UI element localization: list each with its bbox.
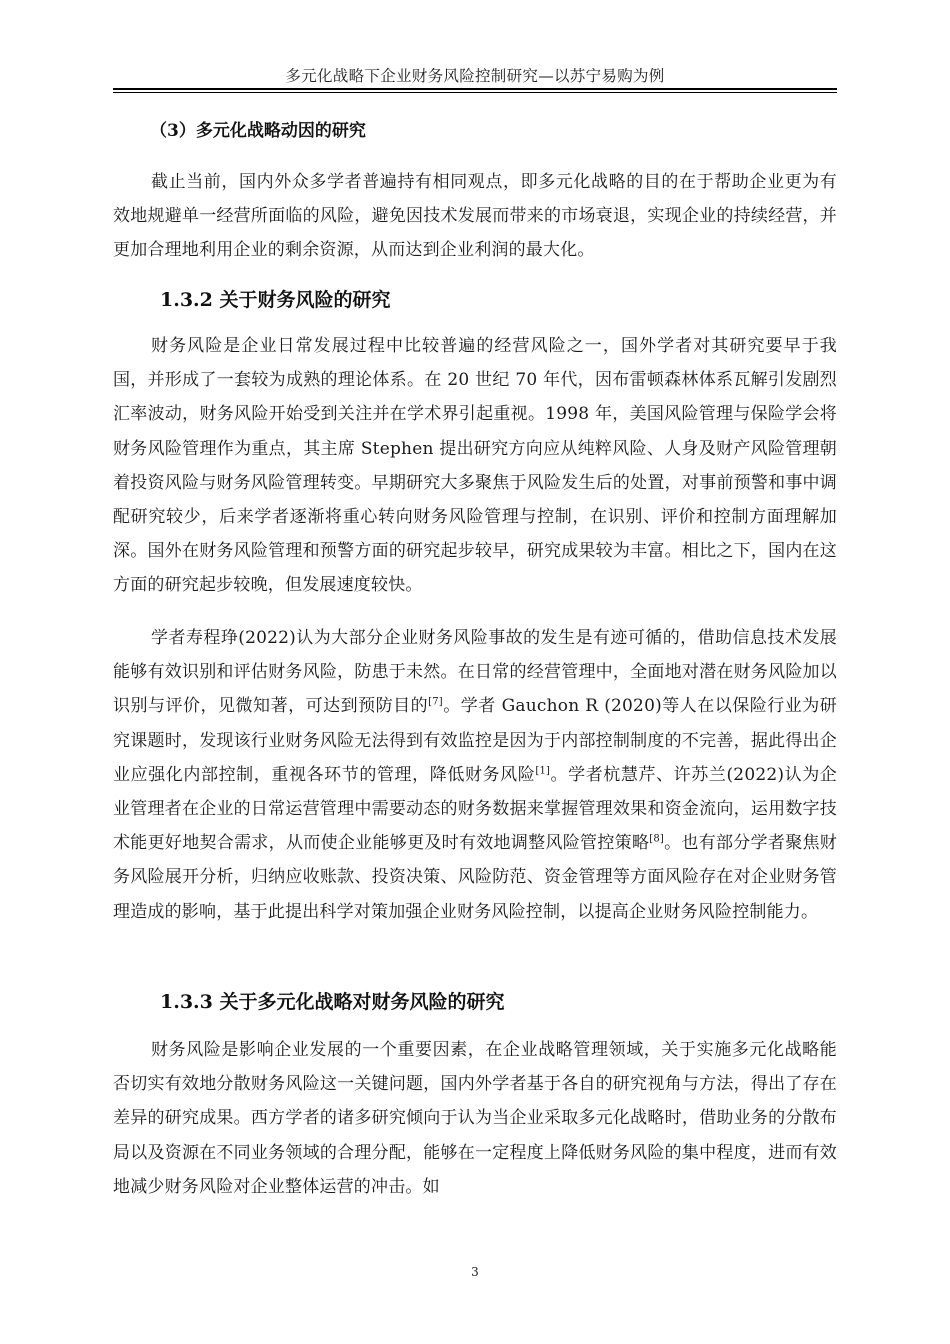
paragraph-motives: 截止当前，国内外众多学者普遍持有相同观点，即多元化战略的目的在于帮助企业更为有效地规避单一经营所面临的风险，避免因技术发展而带来的市场衰退，实现企业的持续经营，并更加合理地利用企业的剩余资源，从而达到企业利润的最大化。 <box>113 172 837 261</box>
header-rule-thin <box>113 92 837 93</box>
citation-8: [8] <box>649 833 665 845</box>
paragraph-financial-risk: 财务风险是企业日常发展过程中比较普遍的经营风险之一，国外学者对其研究要早于我国，并形成了一套较为成熟的理论体系。在 20 世纪 70 年代，因布雷顿森林体系瓦解引发剧烈汇率波动，财务风险开始受到关注并在学术界引起重视。1998 年，美国风险管理与保险学会将财务风险管理作为重点，其主席 Stephen 提出研究方向应从纯粹风险、人身及财产风险管理朝着投资风险与财务风险管理转变。早期研究大多聚焦于风险发生后的处置，对事前预警和事中调配研究较少，后来学者逐渐将重心转向财务风险管理与控制，在识别、评价和控制方面理解加深。国外在财务风险管理和预警方面的研究起步较早，研究成果较为丰富。相比之下，国内在这方面的研究起步较晚，但发展速度较快。 <box>113 336 837 596</box>
paragraph-scholars-text-3: 。学者杭慧芹、许苏兰(2022)认为企业管理者在企业的日常运营管理中需要动态的财务数据来掌握管理效果和资金流向，运用数字技术能更好地契合需求，从而使企业能够更及时有效地调整风险管控策略 <box>113 764 837 854</box>
page-number: 3 <box>471 1265 479 1279</box>
paragraph-scholars-text-4: 。也有部分学者聚焦财务风险展开分析，归纳应收账款、投资决策、风险防范、资金管理等方面风险存在对企业财务管理造成的影响，基于此提出科学对策加强企业财务风险控制，以提高企业财务风险控制能力。 <box>113 833 837 922</box>
paragraph-scholars <box>113 621 837 929</box>
citation-7: [7] <box>428 696 443 708</box>
paragraph-diversification-risk: 财务风险是影响企业发展的一个重要因素，在企业战略管理领域，关于实施多元化战略能否切实有效地分散财务风险这一关键问题，国内外学者基于各自的研究视角与方法，得出了存在差异的研究成果。西方学者的诸多研究倾向于认为当企业采取多元化战略时，借助业务的分散布局以及资源在不同业务领域的合理分配，能够在一定程度上降低财务风险的集中程度，进而有效地减少财务风险对企业整体运营的冲击。如 <box>113 1040 837 1197</box>
section-heading-1-3-2: 1.3.2 关于财务风险的研究 <box>160 289 391 311</box>
running-header: 多元化战略下企业财务风险控制研究—以苏宁易购为例 <box>285 67 665 85</box>
paragraph-scholars-text-2: 。学者 Gauchon R (2020)等人在以保险行业为研究课题时，发现该行业财务风险无法得到有效监控是因为于内部控制制度的不完善，据此得出企业应强化内部控制，重视各环节的管理，降低财务风险 <box>113 696 837 785</box>
subsection-heading: （3）多元化战略动因的研究 <box>150 121 366 141</box>
paragraph-scholars-text-1: 学者寿程琤(2022)认为大部分企业财务风险事故的发生是有迹可循的，借助信息技术发展能够有效识别和评估财务风险，防患于未然。在日常的经营管理中，全面地对潜在财务风险加以识别与评价，见微知著，可达到预防目的 <box>113 628 837 717</box>
section-heading-1-3-3: 1.3.3 关于多元化战略对财务风险的研究 <box>160 991 505 1013</box>
header-rule-thick <box>113 88 837 90</box>
citation-1: [1] <box>535 765 551 777</box>
